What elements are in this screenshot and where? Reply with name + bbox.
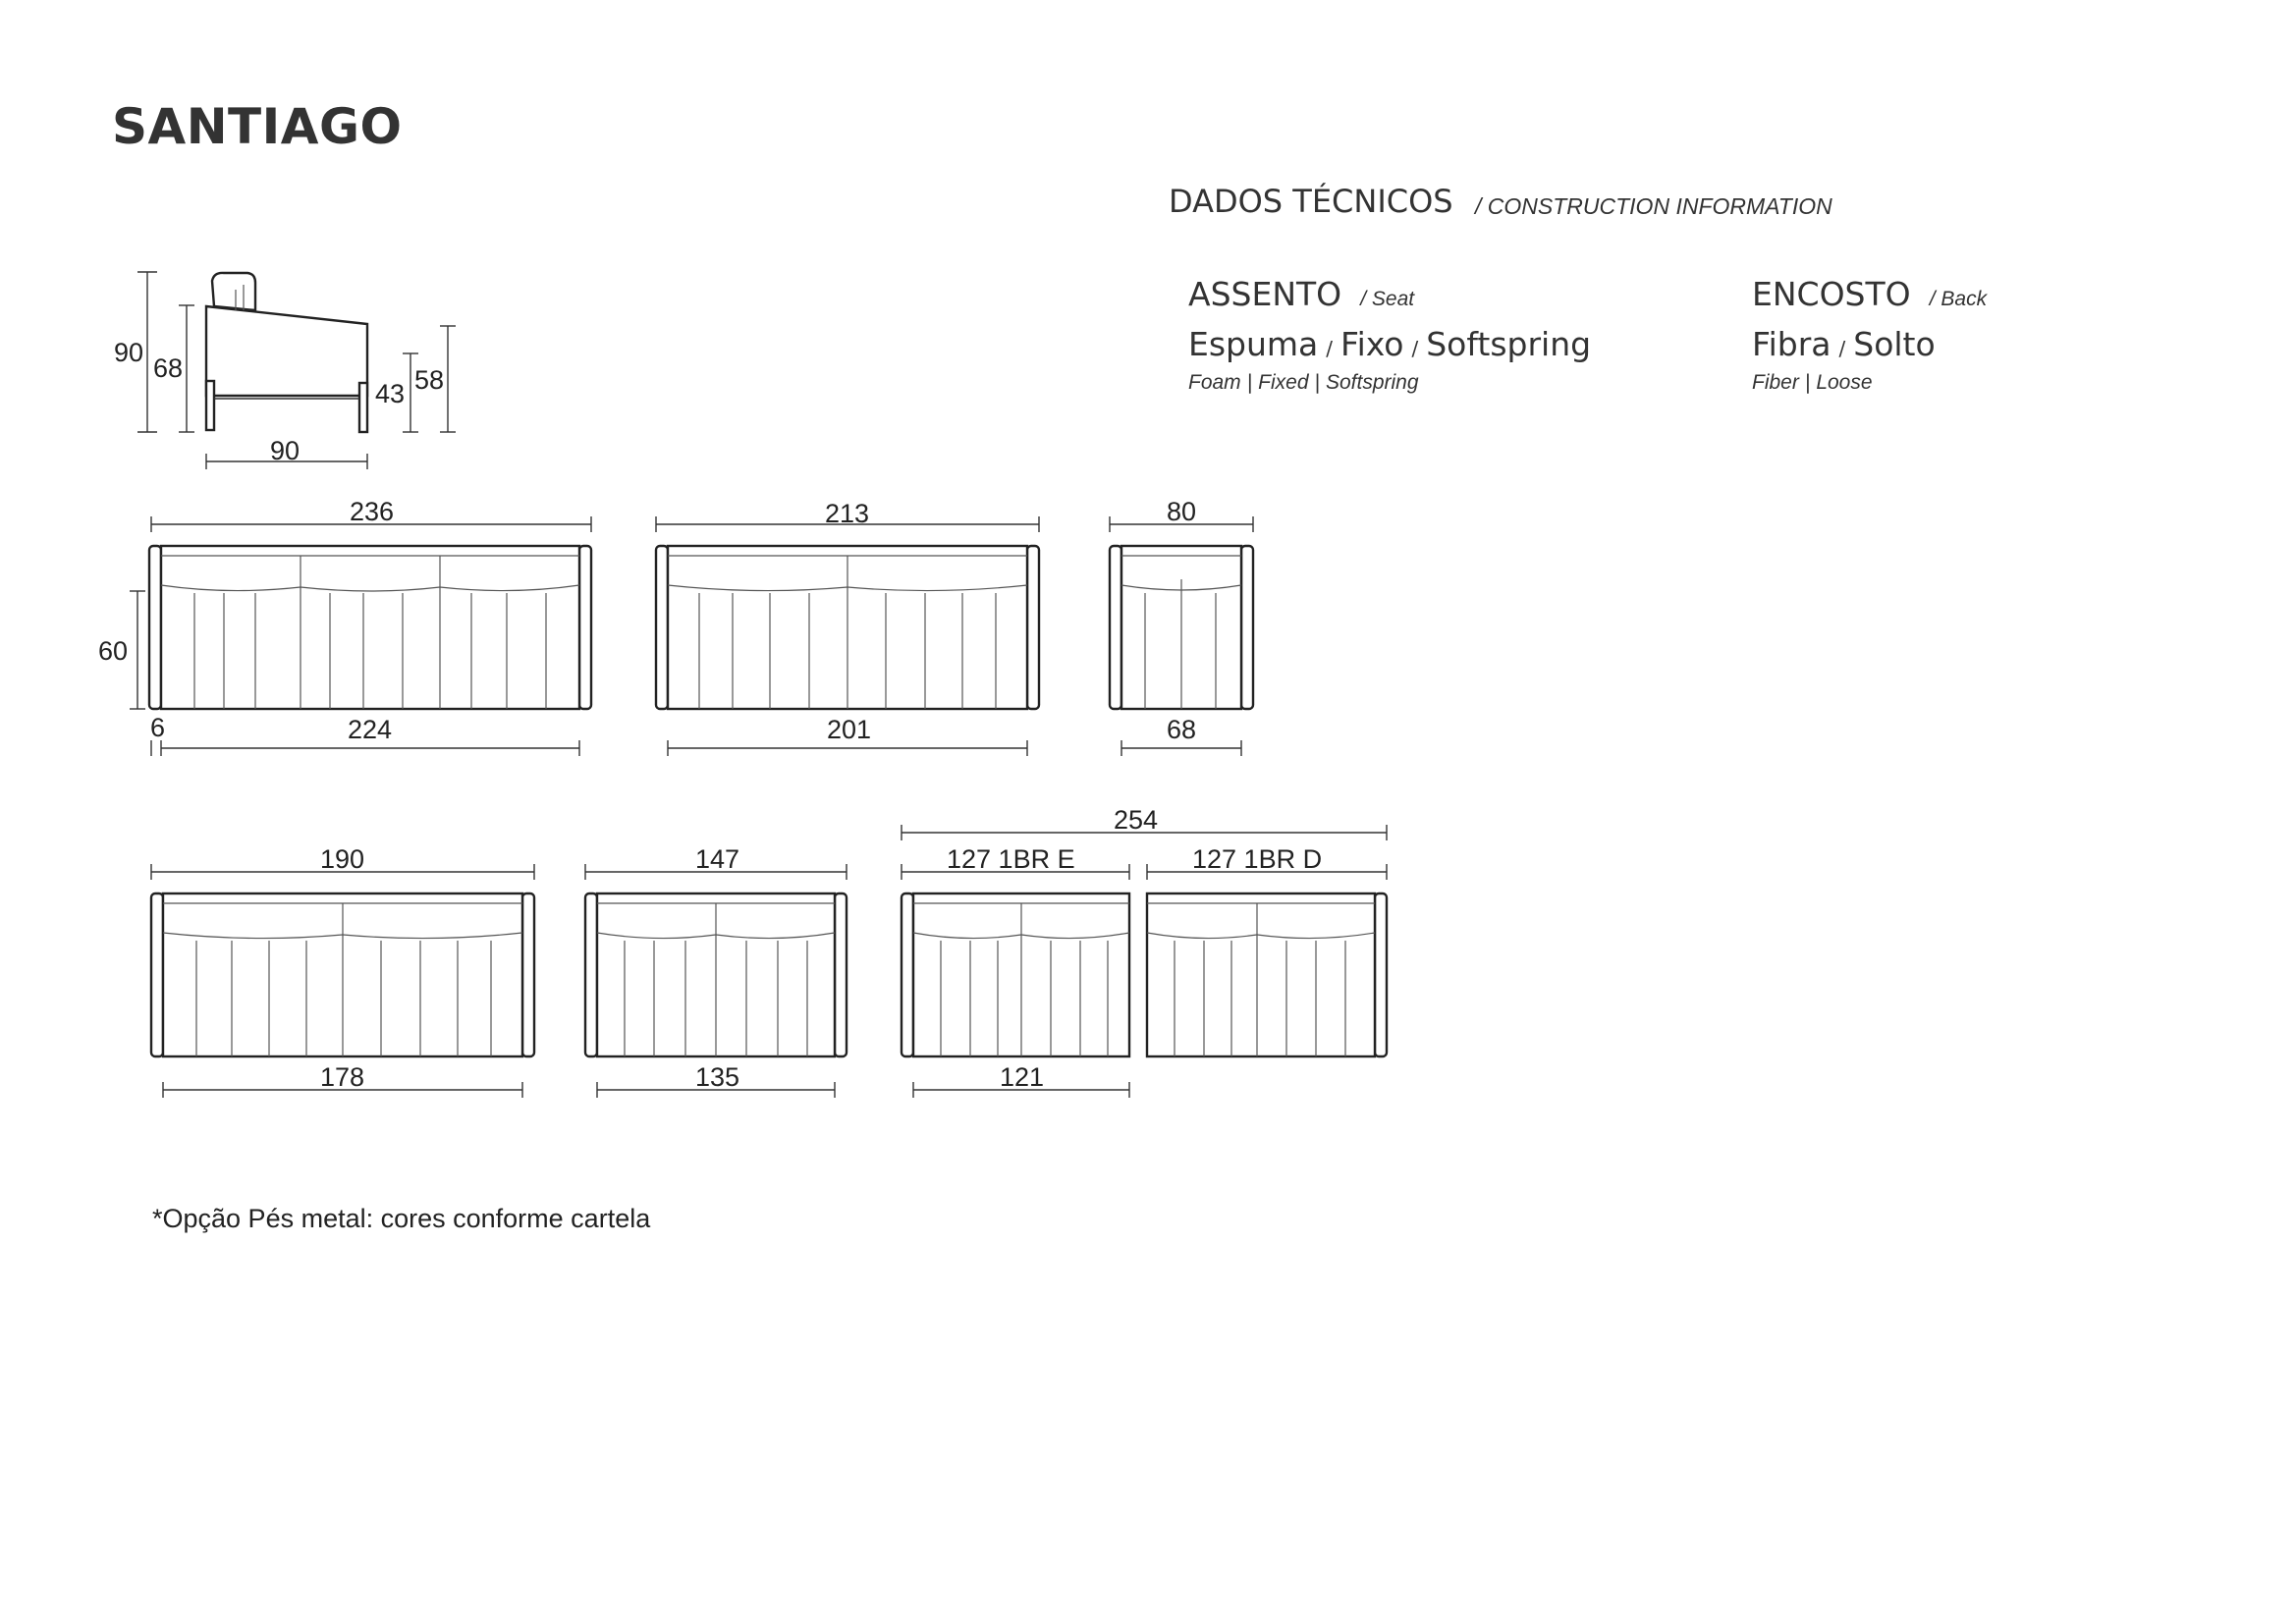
seat-value-foam: Espuma (1188, 325, 1319, 363)
sofa-236-drawing (98, 497, 591, 756)
product-title: SANTIAGO (112, 98, 403, 155)
side-arm-height-label: 68 (153, 353, 184, 383)
separator: / (1411, 337, 1419, 360)
side-view-drawing (114, 272, 456, 469)
armchair-80-inner-width-label: 68 (1167, 715, 1197, 744)
sofa-236-arm-label: 6 (150, 713, 166, 742)
separator: / (1326, 337, 1334, 360)
back-value-en-loose: Loose (1816, 371, 1873, 394)
seat-value-en-fixed: Fixed (1258, 371, 1309, 394)
tech-subheading: / CONSTRUCTION INFORMATION (1475, 193, 1832, 219)
seat-title: ASSENTO (1188, 275, 1342, 313)
sofa-236-inner-width-label: 224 (348, 715, 393, 744)
sofa-213-width-label: 213 (825, 499, 870, 528)
sofa-213-drawing (656, 499, 1039, 756)
back-value-loose: Solto (1853, 325, 1936, 363)
back-value-en-fiber: Fiber (1752, 371, 1799, 394)
back-subtitle: / Back (1929, 288, 1988, 310)
side-total-height-label: 90 (114, 338, 144, 367)
side-seat-back-height-label: 58 (414, 365, 445, 395)
sofa-254-modular-drawing (902, 805, 1387, 1098)
seat-value-en-foam: Foam (1188, 371, 1241, 394)
seat-subtitle: / Seat (1360, 288, 1415, 310)
sofa-147-width-label: 147 (695, 844, 740, 874)
separator: | (1314, 371, 1320, 394)
sofa-190-drawing (151, 844, 534, 1098)
module-right-label: 127 1BR D (1192, 844, 1323, 874)
back-value-fiber: Fibra (1752, 325, 1831, 363)
separator: | (1246, 371, 1253, 394)
side-seat-height-label: 43 (375, 379, 406, 408)
footnote: *Opção Pés metal: cores conforme cartela (152, 1204, 651, 1233)
back-title: ENCOSTO (1752, 275, 1911, 313)
module-left-inner-width-label: 121 (1000, 1062, 1045, 1092)
side-depth-label: 90 (270, 436, 301, 465)
sofa-147-drawing (585, 844, 847, 1098)
sofa-213-inner-width-label: 201 (827, 715, 872, 744)
separator: / (1838, 337, 1846, 360)
sofa-254-total-width-label: 254 (1114, 805, 1159, 835)
seat-value-fixed: Fixo (1340, 325, 1404, 363)
armchair-80-drawing (1110, 497, 1253, 756)
armchair-80-width-label: 80 (1167, 497, 1197, 526)
separator: | (1804, 371, 1811, 394)
module-left-label: 127 1BR E (947, 844, 1075, 874)
tech-heading: DADOS TÉCNICOS (1169, 183, 1453, 220)
seat-value-softspring: Softspring (1426, 325, 1592, 363)
seat-value-en-softspring: Softspring (1325, 371, 1419, 394)
sofa-147-inner-width-label: 135 (695, 1062, 740, 1092)
sofa-190-inner-width-label: 178 (320, 1062, 365, 1092)
sofa-190-width-label: 190 (320, 844, 365, 874)
sofa-236-depth-label: 60 (98, 636, 129, 666)
sofa-236-width-label: 236 (350, 497, 395, 526)
